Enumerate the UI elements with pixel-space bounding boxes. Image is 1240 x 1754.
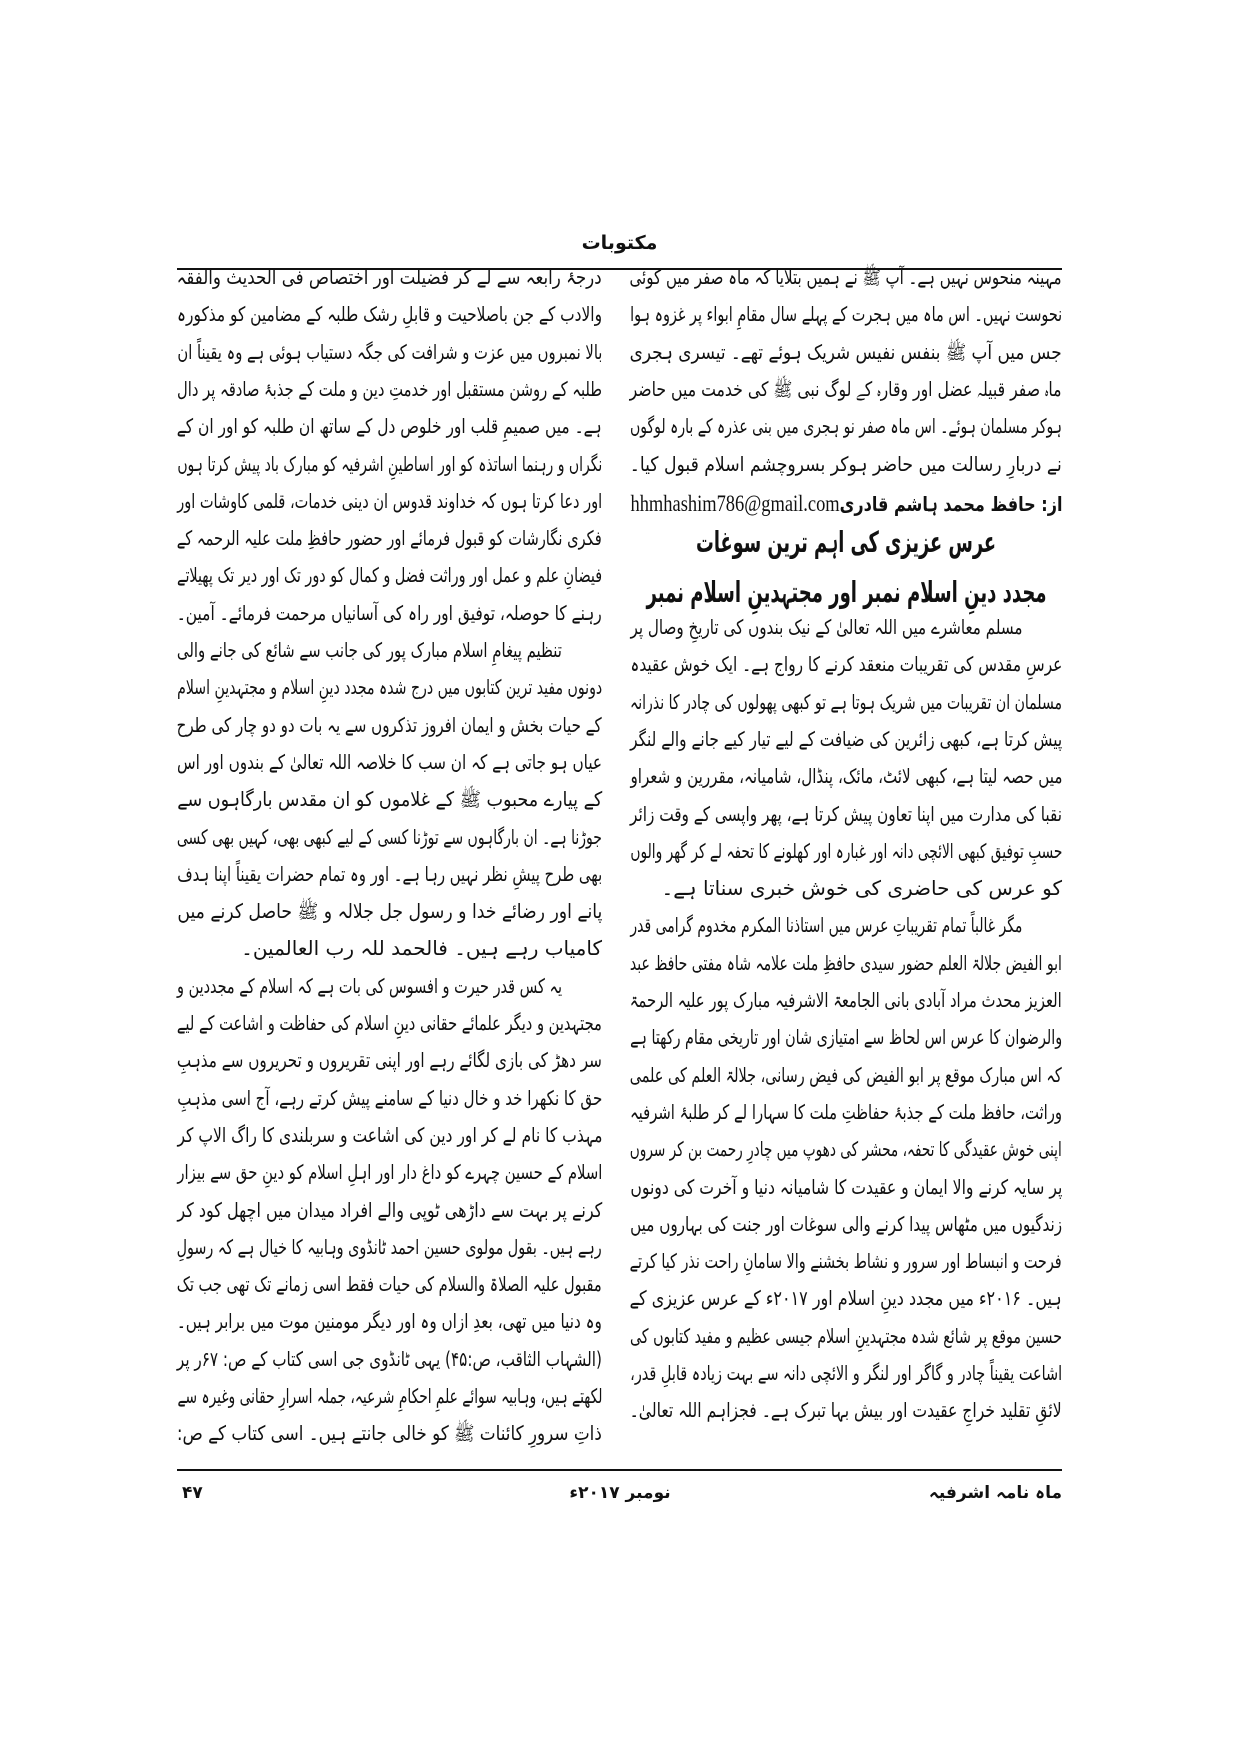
- text-line-content: بھی طرح پیشِ نظر نہیں رہا ہے۔ اور وہ تمام حضرات یقیناً اپنا ہدف: [176, 861, 602, 886]
- text-line: [177, 669, 602, 706]
- text-line: [630, 1392, 1062, 1429]
- text-line-content: حسین موقع پر شائع شدہ مجتہدینِ اسلام جیسی عظیم و مفید کتابوں کی: [630, 1323, 1062, 1348]
- text-line: [630, 1019, 1062, 1056]
- text-line-content: یہ کس قدر حیرت و افسوس کی بات ہے کہ اسلام کے مجددین و: [177, 973, 562, 998]
- text-line-content: مسلمان ان تقریبات میں شریک ہوتا ہے تو کبھی پھولوں کی چادر کا نذرانہ: [630, 689, 1062, 714]
- text-line: [630, 334, 1062, 371]
- text-line: [177, 1005, 602, 1042]
- text-line-content: وہ دنیا میں تھی، بعدِ ازاں وہ اور دیگر مومنین موت میں برابر ہیں۔: [177, 1309, 602, 1334]
- text-line: [177, 893, 602, 930]
- text-line: [177, 483, 602, 520]
- text-line: [630, 796, 1062, 833]
- text-line: [630, 259, 1062, 296]
- text-line-content: میں حصہ لیتا ہے، کبھی لائٹ، مائک، پنڈال، شامیانہ، مقررین و شعراو: [630, 764, 1062, 789]
- text-line-content: نگراں و رہنما اساتذہ کو اور اساطینِ اشرفیہ کو مبارک باد پیش کرتا ہوں: [177, 451, 602, 476]
- text-line-content: پیش کرتا ہے، کبھی زائرین کی ضیافت کے لیے تیار کیے جانے والے لنگر: [630, 726, 1062, 751]
- text-line-content: سر دھڑ کی بازی لگائے رہے اور اپنی تقریروں و تحریروں سے مذہبِ: [177, 1048, 602, 1073]
- text-line: [630, 1355, 1062, 1392]
- text-line-content: عرسِ مقدس کی تقریبات منعقد کرنے کا رواج ہے۔ ایک خوش عقیدہ: [630, 652, 1062, 677]
- text-line-content: فیضانِ علم و عمل اور وراثت فضل و کمال کو دور تک اور دیر تک پھیلاتے: [177, 563, 602, 588]
- text-line: [630, 758, 1062, 795]
- text-line-content: ماہ صفر قبیلہ عضل اور وقارہ کے لوگ نبی ﷺ کی خدمت میں حاضر: [630, 376, 1062, 401]
- text-line-content: زندگیوں میں مٹھاس پیدا کرنے والی سوغات اور جنت کی بہاروں میں: [630, 1211, 1062, 1236]
- text-line-content: نے دربارِ رسالت میں حاضر ہوکر بسروچشم اسلام قبول کیا۔: [630, 451, 1062, 476]
- text-line: [177, 968, 562, 1005]
- text-line: [630, 1206, 1062, 1243]
- text-line: [630, 1243, 1062, 1280]
- author-byline: [630, 485, 1062, 522]
- text-line-content: کہ اس مبارک موقع پر ابو الفیض کی فیض رسانی، جلالۃ العلم کی علمی: [630, 1062, 1062, 1087]
- text-line-content: لائقِ تقلید خراجِ عقیدت اور بیش بہا تبرک ہے۔ فجزاہم اللہ تعالیٰ۔: [630, 1398, 1062, 1423]
- text-line: [177, 371, 602, 408]
- author-email: hhmhashim786@gmail.com: [630, 491, 840, 516]
- text-line-content: رہے ہیں۔ بقول مولوی حسین احمد ٹانڈوی وہابیہ کا خیال ہے کہ رسولِ: [177, 1234, 602, 1259]
- text-line: [630, 684, 1062, 721]
- text-line: [630, 907, 1022, 944]
- text-line: [661, 870, 1062, 907]
- section-title: مکتوبات: [581, 232, 658, 254]
- text-line: [177, 1229, 602, 1266]
- text-line: [630, 1094, 1062, 1131]
- text-line-content: درجۂ رابعہ سے لے کر فضیلت اور اختصاص فی الحدیث والفقہ: [177, 265, 602, 289]
- text-line-content: جس میں آپ ﷺ بنفس نفیس شریک ہوئے تھے۔ تیسری ہجری: [630, 339, 1062, 364]
- text-line-content: وراثت، حافظ ملت کے جذبۂ حفاظتِ ملت کا سہارا لے کر طلبۂ اشرفیہ: [630, 1099, 1062, 1124]
- text-line-content: مہذب کا نام لے کر اور دین کی اشاعت و سربلندی کا راگ الاپ کر: [177, 1122, 602, 1147]
- text-line: [630, 408, 1062, 445]
- issue-date: نومبر ۲۰۱۷ء: [569, 1483, 671, 1503]
- text-line-content: ذاتِ سرورِ کائنات ﷺ کو خالی جانتے ہیں۔ اسی کتاب کے ص:: [177, 1421, 602, 1446]
- text-line-content: کو عرس کی حاضری کی خوش خبری سناتا ہے۔: [661, 876, 1062, 901]
- text-line: [177, 1192, 602, 1229]
- article-subheading: مجدد دینِ اسلام نمبر اور مجتہدینِ اسلام نمبر: [646, 575, 1046, 609]
- text-line: [177, 557, 602, 594]
- text-line-content: حق کا نکھرا خد و خال دنیا کے سامنے پیش کرتے رہے، آج اسی مذہبِ: [177, 1085, 602, 1110]
- text-line-content: رہنے کا حوصلہ، توفیق اور راہ کی آسانیاں مرحمت فرمائے۔ آمین۔: [177, 600, 602, 625]
- page-number: ۴۷: [182, 1483, 203, 1503]
- text-line-content: مگر غالباً تمام تقریباتِ عرس میں استاذنا المکرم مخدوم گرامی قدر: [630, 913, 1022, 938]
- text-line: [177, 707, 602, 744]
- text-line-content: ہے۔ میں صمیمِ قلب اور خلوص دل کے ساتھ ان طلبہ کو اور ان کے: [177, 414, 602, 439]
- text-line-content: پر سایہ کرنے والا ایمان و عقیدت کا شامیانہ دنیا و آخرت کی دونوں: [630, 1174, 1062, 1199]
- text-line-content: فکری نگارشات کو قبول فرمائے اور حضور حافظِ ملت علیہ الرحمہ کے: [177, 526, 602, 551]
- text-line: [177, 1378, 602, 1415]
- text-line: [630, 721, 1062, 758]
- text-line: [177, 1303, 602, 1340]
- text-line-content: ہوکر مسلمان ہوئے۔ اس ماہ صفر نو ہجری میں بنی عذرہ کے بارہ لوگوں: [630, 414, 1062, 439]
- text-line-content: اپنی خوش عقیدگی کا تحفہ، محشر کی دھوپ میں چادرِ رحمت بن کر سروں: [630, 1137, 1062, 1162]
- text-line-content: بالا نمبروں میں عزت و شرافت کی جگہ دستیاب ہوئی ہے وہ یقیناً ان: [177, 339, 602, 364]
- text-line: [630, 1131, 1062, 1168]
- text-line-content: طلبہ کے روشن مستقبل اور خدمتِ دین و ملت کے جذبۂ صادقہ پر دال: [177, 376, 602, 401]
- text-line: [177, 1341, 602, 1378]
- text-line: [177, 819, 602, 856]
- text-line: [630, 446, 1062, 483]
- text-line-content: اسلام کے حسین چہرے کو داغ دار اور اہلِ اسلام کو دینِ حق سے بیزار: [177, 1160, 602, 1185]
- text-line-content: مقبول علیہ الصلاۃ والسلام کی حیات فقط اسی زمانے تک تھی جب تک: [177, 1272, 602, 1297]
- text-line-content: اور دعا کرتا ہوں کہ خداوند قدوس ان دینی خدمات، قلمی کاوشات اور: [177, 488, 602, 513]
- text-line: [241, 930, 602, 967]
- text-line-content: نقبا کی مدارت میں اپنا تعاون پیش کرتا ہے، پھر واپسی کے وقت زائر: [630, 801, 1062, 826]
- author-name: از: حافظ محمد ہاشم قادری: [839, 492, 1062, 516]
- text-line: [630, 1169, 1062, 1206]
- text-line: [177, 446, 602, 483]
- text-line: [177, 408, 602, 445]
- text-line: [177, 1080, 602, 1117]
- text-line: [630, 609, 1022, 646]
- text-line: [177, 296, 602, 333]
- article-heading: عرس عزیزی کی اہم ترین سوغات: [695, 525, 996, 559]
- text-line-content: کے حیات بخش و ایمان افروز تذکروں سے یہ بات دو دو چار کی طرح: [176, 712, 602, 737]
- text-line: [177, 1415, 602, 1452]
- text-line-content: فرحت و انبساط اور سرور و نشاط بخشنے والا سامانِ راحت نذر کیا کرتے: [630, 1249, 1062, 1274]
- text-line: [177, 781, 602, 818]
- text-line: [630, 1318, 1062, 1355]
- right-column: [630, 0, 1062, 1470]
- text-line: [630, 646, 1062, 683]
- text-line-content: ہیں۔ ۲۰۱۶ء میں مجدد دینِ اسلام اور ۲۰۱۷ء کے عرس عزیزی کے: [630, 1286, 1062, 1311]
- text-line-content: عیاں ہو جاتی ہے کہ ان سب کا خلاصہ اللہ تعالیٰ کے بندوں اور اس: [177, 749, 602, 774]
- text-line: [630, 1057, 1062, 1094]
- text-line-content: مہینہ منحوس نہیں ہے۔ آپ ﷺ نے ہمیں بتلایا کہ ماہ صفر میں کوئی: [630, 265, 1062, 289]
- text-line: [630, 371, 1062, 408]
- text-line: [177, 595, 602, 632]
- text-line-content: اشاعت یقیناً چادر و گاگر اور لنگر و الائچی دانہ سے بہت زیادہ قابلِ قدر،: [630, 1361, 1062, 1385]
- text-line: [177, 856, 602, 893]
- text-line-content: کرنے پر بہت سے داڑھی ٹوپی والے افراد میدان میں اچھل کود کر: [177, 1197, 602, 1222]
- text-line-content: مسلم معاشرے میں اللہ تعالیٰ کے نیک بندوں کی تاریخِ وصال پر: [630, 615, 1022, 639]
- text-line-content: ابو الفیض جلالۃ العلم حضور سیدی حافظِ ملت علامہ شاہ مفتی حافظ عبد: [630, 950, 1062, 975]
- text-line: [177, 1117, 602, 1154]
- text-line-content: حسبِ توفیق کبھی الائچی دانہ اور غبارہ اور کھلونے کا تحفہ لے کر گھر والوں: [630, 838, 1062, 863]
- text-line: [177, 259, 602, 296]
- text-line-content: والرضوان کا عرس اس لحاظ سے امتیازی شان اور تاریخی مقام رکھتا ہے: [630, 1025, 1062, 1050]
- text-line-content: پانے اور رضائے خدا و رسول جل جلالہ و ﷺ حاصل کرنے میں: [177, 899, 602, 924]
- text-line: [177, 1042, 602, 1079]
- text-line: [177, 1154, 602, 1191]
- text-line: [630, 945, 1062, 982]
- text-line: [630, 833, 1062, 870]
- footer-rule: [177, 1469, 1062, 1471]
- left-column: [177, 0, 602, 1470]
- text-line-content: نحوست نہیں۔ اس ماہ میں ہجرت کے پہلے سال مقامِ ابواء پر غزوہ ہوا: [630, 302, 1062, 327]
- text-line: [177, 744, 602, 781]
- text-line: [630, 982, 1062, 1019]
- text-line-content: کے پیارے محبوب ﷺ کے غلاموں کو ان مقدس بارگاہوں سے: [177, 787, 602, 812]
- text-line: [177, 632, 562, 669]
- text-line-content: لکھتے ہیں، وہابیہ سوائے علمِ احکامِ شرعیہ، جملہ اسرارِ حقانی وغیرہ سے: [177, 1384, 602, 1408]
- text-line-content: جوڑنا ہے۔ ان بارگاہوں سے توڑنا کسی کے لیے کبھی بھی، کہیں بھی کسی: [177, 824, 602, 849]
- text-line: [177, 334, 602, 371]
- text-line: [177, 520, 602, 557]
- text-line: [177, 1266, 602, 1303]
- text-line: [630, 1280, 1062, 1317]
- text-line-content: العزیز محدث مراد آبادی بانی الجامعۃ الاشرفیہ مبارک پور علیہ الرحمۃ: [630, 988, 1062, 1012]
- text-line-content: دونوں مفید ترین کتابوں میں درج شدہ مجدد دینِ اسلام و مجتہدینِ اسلام: [177, 675, 602, 700]
- text-line-content: تنظیم پیغامِ اسلام مبارک پور کی جانب سے شائع کی جانے والی: [177, 638, 562, 662]
- magazine-name: ماہ نامہ اشرفیہ: [928, 1483, 1062, 1503]
- text-line-content: (الشہاب الثاقب، ص:۴۵) یہی ٹانڈوی جی اسی کتاب کے ص: ۶۷ر پر: [177, 1346, 602, 1371]
- text-line: [630, 296, 1062, 333]
- text-line-content: مجتہدین و دیگر علمائے حقانی دینِ اسلام کی حفاظت و اشاعت کے لیے: [177, 1011, 602, 1035]
- text-line-content: والادب کے جن باصلاحیت و قابلِ رشک طلبہ کے مضامین کو مذکورہ: [177, 302, 602, 327]
- text-line-content: کامیاب رہے ہیں۔ فالحمد للہ رب العالمین۔: [241, 936, 602, 961]
